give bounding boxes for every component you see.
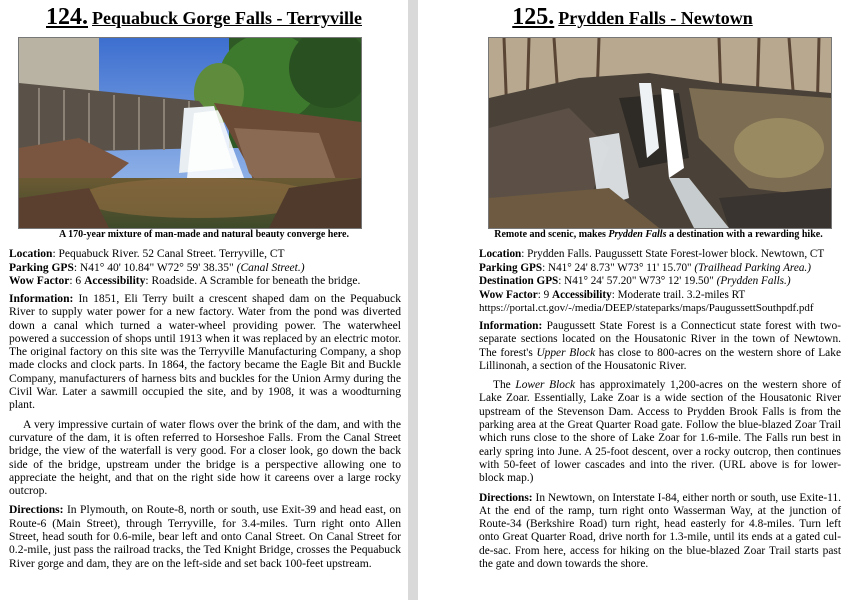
- right-facts: [479, 248, 841, 316]
- left-access-value: : Roadside. A Scramble for beneath the bridge.: [145, 275, 361, 288]
- right-body: [479, 320, 841, 577]
- right-parking-line: [479, 262, 841, 276]
- right-parking-note: (Trailhead Parking Area.): [694, 261, 811, 274]
- right-information-paragraph: [479, 320, 841, 373]
- right-information-post: has close to 800-acres on the western shore of Lake Lillinonah, a section of the Housatonic River.: [479, 346, 841, 372]
- left-body: [9, 292, 401, 576]
- left-parking-note: (Canal Street.): [236, 261, 305, 274]
- left-photo-caption: A 170-year mixture of man-made and natural beauty converge here.: [59, 229, 349, 240]
- right-information-italic: Upper Block: [536, 346, 596, 359]
- right-entry-number: 125.: [512, 4, 555, 30]
- right-parking-label: Parking GPS: [479, 261, 543, 274]
- left-wow-value: : 6: [69, 275, 85, 288]
- left-information-label: Information:: [9, 292, 74, 305]
- right-description-paragraph: [479, 379, 841, 485]
- right-destination-line: [479, 275, 841, 289]
- left-directions-label: Directions:: [9, 503, 64, 517]
- left-directions-text: In Plymouth, on Route-8, north or south, use Exit-39 and head east, on Route-6 (Main Street), through Terryville, for 3.4-miles. Turn right onto Allen Street, head south for 0.6-mile, bear left and onto Canal Street. On Canal Street for 0.2-mile, just pass the railroad tracks, the Ted Knight Bridge, crosses the Pequabuck River gorge and dam, they are on the left-side and set back 100-feet upstream.: [9, 503, 401, 570]
- pequabuck-falls-photo: [18, 37, 362, 229]
- left-information-text: In 1851, Eli Terry built a crescent shaped dam on the Pequabuck River to supply water power for a new factory. Water from the pond was diverted down a canal which turned a water-wheel providing power. The waterwheel powered a succession of shops until 1913 when it was replaced by an electric motor. The original factory on this site was the Terryville Manufacturing Company, a shop made clocks and clock parts. In 1864, the factory became the Eagle Bit and Buckle Company, manufacturers of harness bits and buckles for the Union Army during the Civil War. Later a sawmill occupied the site, and by 1908, it was a woodturning plant.: [9, 292, 401, 412]
- left-wow-label: Wow Factor: [9, 275, 70, 288]
- right-information-label: Information:: [479, 320, 543, 332]
- right-photo-caption: [470, 229, 847, 240]
- left-information-paragraph: [9, 292, 401, 412]
- right-location-value: : Prydden Falls. Paugussett State Forest-lower block. Newtown, CT: [521, 248, 825, 260]
- prydden-falls-photo: [488, 37, 832, 229]
- left-entry-name: Pequabuck Gorge Falls - Terryville: [92, 8, 362, 28]
- right-destination-value: : N41° 24' 57.20" W73° 12' 19.50": [558, 275, 717, 288]
- left-parking-line: [9, 262, 401, 276]
- left-location-line: [9, 248, 401, 262]
- right-page: [418, 0, 847, 600]
- right-wow-label: Wow Factor: [479, 288, 538, 301]
- right-location-line: [479, 248, 841, 262]
- right-access-label: Accessibility: [552, 288, 612, 301]
- right-location-label: Location: [479, 248, 522, 260]
- left-location-value: : Pequabuck River. 52 Canal Street. Terryville, CT: [52, 248, 285, 260]
- right-directions-label: Directions:: [479, 491, 533, 504]
- right-map-url: https://portal.ct.gov/-/media/DEEP/stateparks/maps/PaugussettSouthpdf.pdf: [479, 302, 814, 315]
- left-parking-value: : N41° 40' 10.84" W72° 59' 38.35": [73, 261, 237, 274]
- right-destination-note: (Prydden Falls.): [716, 275, 791, 288]
- left-directions-paragraph: [9, 503, 401, 569]
- left-parking-label: Parking GPS: [9, 261, 74, 274]
- right-caption-pre: Remote and scenic, makes: [494, 229, 609, 240]
- right-parking-value: : N41° 24' 8.73" W73° 11' 15.70": [542, 261, 695, 274]
- left-entry-number: 124.: [46, 4, 88, 30]
- right-entry-name: Prydden Falls - Newtown: [558, 8, 753, 28]
- right-directions-text: In Newtown, on Interstate I-84, either north or south, use Exite-11. At the end of the ramp, turn right onto Wasserman Way, at the junction of Route-34 (Berkshire Road) turn right, head easterly for 4.8-miles. Turn left onto Great Quarter Road, drive north for 1.3-mile, until its ends at a gated cul-de-sac. From here, access for hiking on the blue-blazed Zoar Trail starts past the gate and down towards the shore.: [479, 491, 841, 571]
- left-access-label: Accessibility: [84, 275, 146, 288]
- right-title: [418, 4, 847, 31]
- left-title: [0, 4, 408, 31]
- right-description-post: has approximately 1,200-acres on the western shore of Lake Zoar. Essentially, Lake Zoar is a wide section of the Housatonic River upstream of the Stevenson Dam. Access to Prydden Brook Falls is from the parking area at the Great Quarter Road gate. Follow the blue-blazed Zoar Trail which runs close to the shore of Lake Zoar for 1.6-mile. The Falls run best in early spring into June. A 25-foot descent, over a rocky outcrop, then continues with 50-feet of lower cascades and into the river. (URL above is for lower-block map.): [479, 379, 841, 485]
- right-wow-value: : 9: [537, 288, 553, 301]
- right-caption-italic: Prydden Falls: [608, 229, 667, 240]
- left-wow-line: [9, 275, 401, 289]
- left-location-label: Location: [9, 248, 53, 260]
- right-access-value: : Moderate trail. 3.2-miles RT: [611, 288, 746, 301]
- right-description-italic: Lower Block: [515, 379, 576, 392]
- left-description-paragraph: A very impressive curtain of water flows over the brink of the dam, and with the curvature of the dam, it is often referred to Horseshoe Falls. From the Canal Street bridge, the view of the waterfall is very good. For a closer look, go down the back side of the bridge, upstream under the bridge is a perspective allowing one to appreciate the height, and that on the right side how it careens over a large rocky outcrop.: [9, 417, 401, 498]
- right-description-pre: The: [493, 379, 516, 392]
- right-caption-post: a destination with a rewarding hike.: [666, 229, 823, 240]
- left-facts: [9, 248, 401, 289]
- right-information-pre: Paugussett State Forest is a Connecticut state forest with two-separate sections located on the Housatonic River in the town of Newtown. The forest's: [479, 320, 841, 359]
- right-wow-line: [479, 289, 841, 303]
- left-page: [0, 0, 408, 600]
- right-directions-paragraph: [479, 492, 841, 572]
- right-destination-label: Destination GPS: [479, 275, 559, 288]
